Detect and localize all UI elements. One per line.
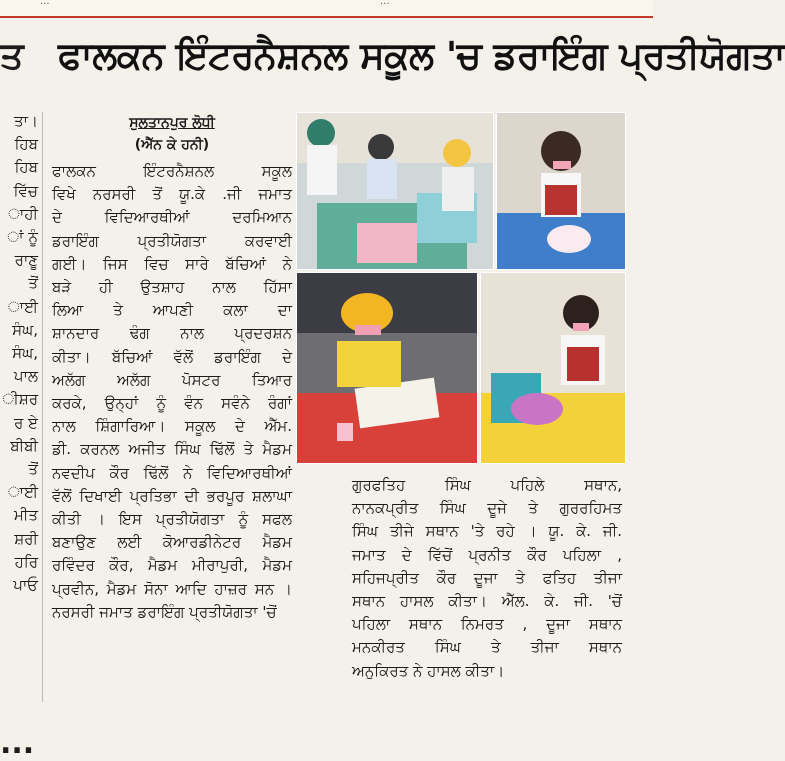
- left-column-fragment: ਾਹੀ: [7, 204, 38, 223]
- left-column-fragment: ਸ਼ਰੀ: [14, 529, 38, 548]
- left-column-fragment: ਮੀਤ: [14, 506, 38, 525]
- girl-drawing-photo: [496, 112, 626, 270]
- photo-collage: [296, 112, 626, 462]
- left-column-fragment: ਤਾ।: [13, 112, 38, 130]
- top-strip-left-text: ...: [40, 0, 50, 7]
- left-column-fragment: ਪਾਓ: [13, 576, 38, 595]
- article-line: ਸਹਿਜਪ੍ਰੀਤ ਕੌਰ ਦੂਜਾ ਤੇ ਫਤਿਹ ਤੀਜਾ: [352, 568, 622, 587]
- article-line: ਅਲੱਗ ਅਲੱਗ ਪੋਸਟਰ ਤਿਆਰ: [52, 370, 292, 389]
- article-line: ਸਿੰਘ ਤੀਜੇ ਸਥਾਨ 'ਤੇ ਰਹੇ । ਯੂ. ਕੇ. ਜੀ.: [352, 522, 622, 541]
- left-column-fragments: [0, 110, 38, 700]
- article-line: ਪ੍ਰਵੀਨ, ਮੈਡਮ ਸੋਨਾ ਆਦਿ ਹਾਜ਼ਰ ਸਨ ।: [52, 579, 292, 598]
- byline: [52, 112, 292, 156]
- article-line: ਕਰਕੇ, ਉਨ੍ਹਾਂ ਨੂੰ ਵੰਨ ਸਵੰਨੇ ਰੰਗਾਂ: [52, 394, 292, 413]
- article-line: ਫਾਲਕਨ ਇੰਟਰਨੈਸ਼ਨਲ ਸਕੂਲ: [52, 162, 292, 180]
- left-column-fragment: ਾਂ ਨੂੰ: [7, 228, 38, 247]
- article-line: ਨਾਲ ਸ਼ਿੰਗਾਰਿਆ। ਸਕੂਲ ਦੇ ਐੱਮ.: [52, 417, 292, 436]
- left-column-fragment: ਸੰਘ,: [12, 344, 38, 363]
- top-strip: [0, 0, 653, 18]
- left-column-fragment: ਹਰਿ: [14, 552, 38, 571]
- article-headline: ਫਾਲਕਨ ਇੰਟਰਨੈਸ਼ਨਲ ਸਕੂਲ 'ਚ ਡਰਾਇੰਗ ਪ੍ਰਤੀਯੋਗਤਾ: [58, 34, 785, 77]
- left-column-fragment: ਾਈ: [7, 297, 38, 316]
- article-line: ਨਵਦੀਪ ਕੌਰ ਢਿੱਲੋਂ ਨੇ ਵਿਦਿਆਰਥੀਆਂ: [52, 463, 292, 482]
- article-line: ਦੇ ਵਿਦਿਆਰਥੀਆਂ ਦਰਮਿਆਨ: [52, 208, 292, 227]
- article-line: ਡਰਾਇੰਗ ਪ੍ਰਤੀਯੋਗਤਾ ਕਰਵਾਈ: [52, 231, 292, 250]
- article-line: ਬਣਾਉਣ ਲਈ ਕੋਆਰਡੀਨੇਟਰ ਮੈਡਮ: [52, 533, 292, 552]
- classroom-group-drawing-photo: [296, 112, 494, 270]
- left-column-fragment: ਤੋਂ: [28, 274, 38, 293]
- article-line: ਨਾਨਕਪ੍ਰੀਤ ਸਿੰਘ ਦੂਜੇ ਤੇ ਗੁਰਰਹਿਮਤ: [352, 499, 622, 518]
- top-strip-right-text: ...: [380, 0, 390, 7]
- column-divider: [42, 112, 43, 702]
- left-column-fragment: ਰਾਣੂ: [14, 251, 38, 270]
- article-line: ਜਮਾਤ ਦੇ ਵਿੱਚੋਂ ਪ੍ਰਨੀਤ ਕੌਰ ਪਹਿਲਾ ,: [352, 545, 622, 564]
- article-line: ਕੀਤਾ। ਬੱਚਿਆਂ ਵੱਲੋਂ ਡਰਾਇੰਗ ਦੇ: [52, 347, 292, 366]
- left-column-fragment: ਤੋਂ: [28, 460, 38, 479]
- article-line: ਬੜੇ ਹੀ ਉਤਸ਼ਾਹ ਨਾਲ ਹਿੱਸਾ: [52, 278, 292, 297]
- left-column-fragment: ਹਿਬ: [14, 158, 38, 177]
- left-column-fragment: ੀਸ਼ਰ: [2, 390, 38, 409]
- article-line: ਰਵਿੰਦਰ ਕੌਰ, ਮੈਡਮ ਮੀਰਾਪੁਰੀ, ਮੈਡਮ: [52, 556, 292, 575]
- article-line: ਮਨਕੀਰਤ ਸਿੰਘ ਤੇ ਤੀਜਾ ਸਥਾਨ: [352, 638, 622, 657]
- article-line: ਗਈ। ਜਿਸ ਵਿਚ ਸਾਰੇ ਬੱਚਿਆਂ ਨੇ: [52, 254, 292, 273]
- byline-author: (ਐੱਨ ਕੇ ਹਨੀ): [134, 137, 210, 153]
- byline-place: ਸੁਲਤਾਨਪੁਰ ਲੋਧੀ: [129, 115, 215, 131]
- left-column-fragment: ਾਈ: [7, 483, 38, 502]
- left-column-heading-fragment: ਤ: [0, 34, 24, 77]
- article-line: ਵਿਖੇ ਨਰਸਰੀ ਤੋਂ ਯੂ.ਕੇ .ਜੀ ਜਮਾਤ: [52, 185, 292, 204]
- next-article-heading-strip: ...: [0, 726, 35, 761]
- article-body-main: [52, 160, 292, 624]
- article-line: ਪਹਿਲਾ ਸਥਾਨ ਨਿਮਰਤ , ਦੂਜਾ ਸਥਾਨ: [352, 615, 622, 634]
- article-line: ਸ਼ਾਨਦਾਰ ਢੰਗ ਨਾਲ ਪ੍ਰਦਰਸ਼ਨ: [52, 324, 292, 343]
- article-line: ਨਰਸਰੀ ਜਮਾਤ ਡਰਾਇੰਗ ਪ੍ਰਤੀਯੋਗਤਾ 'ਚੋਂ: [52, 602, 277, 621]
- article-line: ਕੀਤੀ । ਇਸ ਪ੍ਰਤੀਯੋਗਤਾ ਨੂੰ ਸਫਲ: [52, 510, 292, 529]
- boy-yellow-turban-drawing-photo: [296, 272, 478, 464]
- article-line: ਸਥਾਨ ਹਾਸਲ ਕੀਤਾ। ਐੱਲ. ਕੇ. ਜੀ. 'ਚੋਂ: [352, 592, 622, 611]
- left-column-fragment: ਪਾਲ: [13, 367, 38, 386]
- left-column-fragment: ਸੰਘ,: [12, 320, 38, 339]
- article-line: ਲਿਆ ਤੇ ਆਪਣੀ ਕਲਾ ਦਾ: [52, 301, 292, 320]
- child-coloring-photo: [480, 272, 626, 464]
- article-line: ਗੁਰਫਤਿਹ ਸਿੰਘ ਪਹਿਲੇ ਸਥਾਨ,: [352, 476, 622, 494]
- article-line: ਡੀ. ਕਰਨਲ ਅਜੀਤ ਸਿੰਘ ਢਿੱਲੋਂ ਤੇ ਮੈਡਮ: [52, 440, 292, 459]
- article-line: ਅਨੁਕਿਰਤ ਨੇ ਹਾਸਲ ਕੀਤਾ।: [352, 661, 505, 680]
- left-column-fragment: ਰ ਏ: [13, 413, 38, 432]
- article-line: ਵੱਲੋਂ ਦਿਖਾਈ ਪ੍ਰਤਿਭਾ ਦੀ ਭਰਪੂਰ ਸ਼ਲਾਘਾ: [52, 486, 292, 505]
- article-body-right: [352, 474, 622, 683]
- left-column-fragment: ਵਿੱਚ: [13, 181, 38, 200]
- left-column-fragment: ਹਿਬ: [14, 135, 38, 154]
- left-column-fragment: ਬੀਬੀ: [10, 436, 38, 455]
